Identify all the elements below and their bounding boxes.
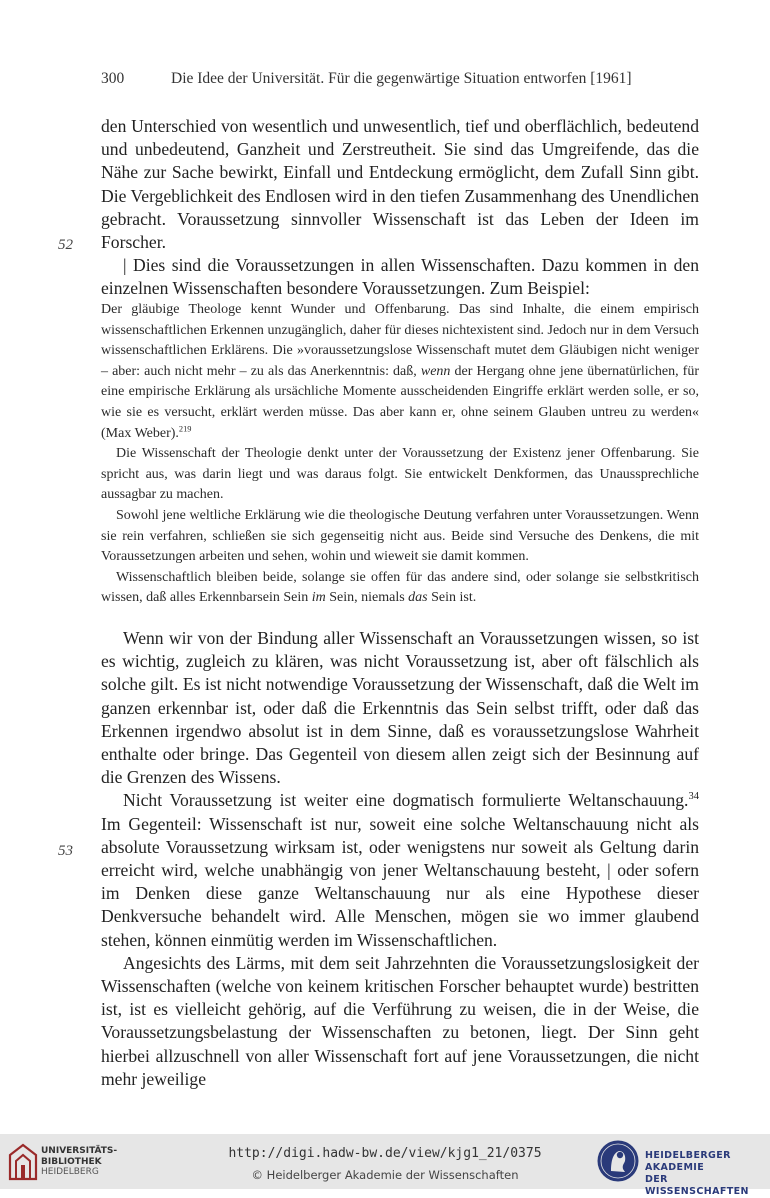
quote-emphasis: im: [311, 590, 326, 606]
academy-seal-icon: [596, 1139, 640, 1183]
paragraph-3: Wenn wir von der Bindung aller Wissenschaft an Voraussetzungen wissen, so ist es wichtig, zugleich zu klären, was nicht Voraussetzung ist, aber oft fälschlich als solche gilt. Es ist nicht notwendige Voraussetzung der Wissenschaft, daß die Welt im ganzen erkennbar ist, oder daß die Erkenntnis das Sein selbst trifft, oder daß das Erkennen irgendwo absolut ist in dem Sinne, daß es voraussetzungslose Wahrheit enthalte oder bringe. Das Gegenteil von diesem allen zeigt sich der Besinnung auf die Grenzen des Wissens.: [101, 628, 699, 788]
footnote-marker: 34: [688, 791, 699, 803]
quote-paragraph-4: [101, 568, 699, 609]
ub-line: HEIDELBERG: [41, 1167, 99, 1177]
quote-emphasis: das: [408, 590, 428, 606]
paragraph-text: Nicht Voraussetzung ist weiter eine dogmatisch formulierte Weltanschauung.: [123, 790, 689, 811]
footnote-marker: 219: [178, 423, 192, 433]
quote-text: Sein, niemals: [325, 590, 409, 606]
paragraph-4: [101, 789, 699, 951]
page-number: 300: [101, 70, 125, 87]
margin-page-number-52: 52: [58, 237, 73, 253]
quote-paragraph-2: Die Wissenschaft der Theologie denkt unter der Voraussetzung der Existenz jener Offenbarung. Sie spricht aus, was darin liegt und was daraus folgt. Sie entwickelt Denkformen, das Unaussprechliche aussagbar zu machen.: [101, 446, 699, 503]
ub-line: BIBLIOTHEK: [41, 1156, 102, 1167]
paragraph-5: Angesichts des Lärms, mit dem seit Jahrzehnten die Voraussetzungslosigkeit der Wissenschaften (welche von keinem kritischen Forscher behauptet wurde) bestritten ist, ist es vielleicht gehörig, auf die Verführung zu weisen, die in der Weise, die Voraussetzungsbelastung der Wissenschaften zu betonen, liegt. Der Sinn geht hierbei allzuschnell von aller Wissenschaft fort auf jene Voraussetzungen, die nicht mehr jeweilige: [101, 952, 699, 1089]
body-text-bottom: [101, 627, 699, 1091]
quote-text: Wissenschaftlich bleiben beide, solange sie offen für das andere sind, oder solange sie selbstkritisch wissen, daß alles Erkennbarsein Sein: [101, 569, 699, 606]
footer-bar: [0, 1134, 770, 1197]
running-title: Die Idee der Universität. Für die gegenwärtige Situation entworfen [1961]: [171, 70, 632, 87]
permalink-url[interactable]: http://digi.hadw-bw.de/view/kjg1_21/0375: [228, 1146, 542, 1161]
paragraph-text: Im Gegenteil: Wissenschaft ist nur, soweit eine solche Weltanschauung nicht als absolute Voraussetzung wirksam ist, oder wenigstens nur soweit als Geltung darin erreicht wird, welche unabhängig von jener Weltanschauung besteht, | oder sofern im Denken diese ganze Weltanschauung nur als eine Hypothese dieser Denkversuche behandelt wird. Alle Menschen, mögen sie wo immer glaubend stehen, können einmütig werden im Wissenschaftlichen.: [101, 813, 699, 950]
quote-text: Sein ist.: [427, 590, 477, 606]
quote-text: der Hergang ohne jene übernatürlichen, für eine empirische Erklärung als ursächliche Momente ausscheidenden Eingriffe erklärt werden solle, er so, wie sie es versucht, erklärt werden müsse. Das aber kann er, ohne seinem Glauben untreu zu werden« (Max Weber).: [101, 363, 699, 441]
margin-page-number-53: 53: [58, 843, 73, 859]
quote-emphasis: wenn: [420, 363, 451, 379]
paragraph-2: | Dies sind die Voraussetzungen in allen Wissenschaften. Dazu kommen in den einzelnen Wissenschaften besondere Voraussetzungen. Zum Beispiel:: [101, 255, 699, 299]
quote-paragraph-1: [101, 300, 699, 444]
academy-line: DER WISSENSCHAFTEN: [645, 1174, 749, 1197]
body-text-top: [101, 115, 699, 301]
academy-line: HEIDELBERGER AKADEMIE: [645, 1150, 731, 1173]
academy-label: [645, 1150, 770, 1198]
ub-line: UNIVERSITÄTS-: [41, 1146, 118, 1156]
paragraph-1: den Unterschied von wesentlich und unwesentlich, tief und oberflächlich, bedeutend und unbedeutend, Ganzheit und Zerstreutheit. Sie sind das Umgreifende, das die Nähe zur Sache bewirkt, Einfall und Entdeckung ermöglicht, dem Zufall Sinn gibt. Die Vergeblichkeit des Endlosen wird in den tiefen Zusammenhang des Unendlichen gebracht. Voraussetzung sinnvoller Wissenschaft ist das Leben der Ideen im Forscher.: [101, 116, 699, 253]
quote-paragraph-3: Sowohl jene weltliche Erklärung wie die theologische Deutung verfahren unter Voraussetzungen. Wenn sie rein verfahren, schließen sie sich gegenseitig nicht aus. Beide sind Versuche des Denkens, die mit Voraussetzungen arbeiten und sehen, wohin und wieweit sie damit kommen.: [101, 507, 699, 565]
block-quote: [101, 300, 699, 609]
running-header: [101, 70, 701, 88]
quote-text: Der gläubige Theologe kennt Wunder und Offenbarung. Das sind Inhalte, die einem empirisch wissenschaftlichen Erkennen unzugänglich, daher für dieses nichtexistent sind. Jedoch nur in dem Versuch wissenschaftlichen Erklärens. Die »voraussetzungslose Wissenschaft mutet dem Gläubigen nicht weniger – aber: auch nicht mehr – zu als das Anerkenntnis: daß,: [101, 302, 699, 379]
copyright-notice: © Heidelberger Akademie der Wissenschaften: [251, 1168, 519, 1182]
